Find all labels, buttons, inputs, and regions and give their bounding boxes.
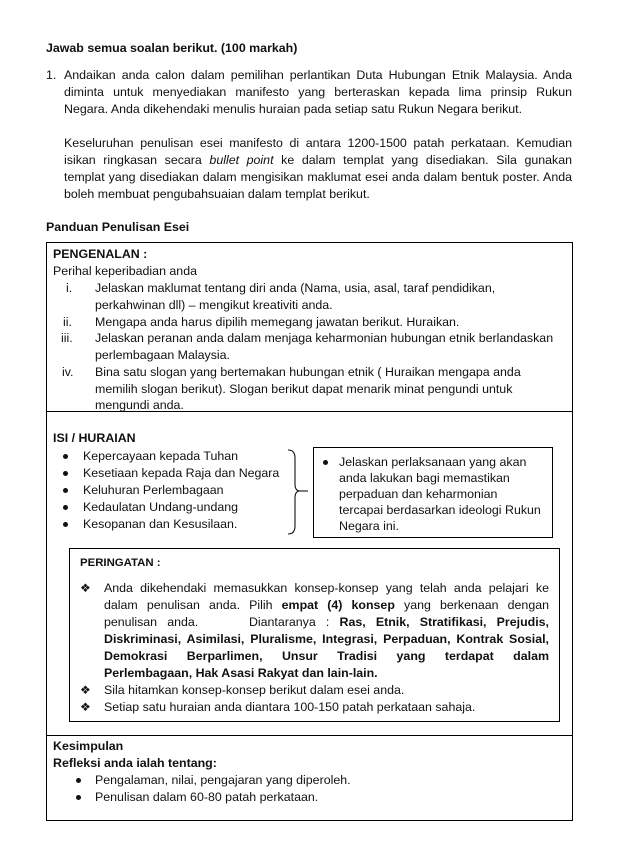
conclusion-heading: Kesimpulan bbox=[53, 739, 124, 753]
principle-item: Kedaulatan Undang-undang bbox=[83, 500, 239, 514]
warning-p1-line1: Anda dikehendaki memasukkan konsep-konsep yang telah anda pelajari ke bbox=[104, 581, 549, 595]
conclusion-item: Pengalaman, nilai, pengajaran yang diperoleh. bbox=[95, 773, 351, 787]
conclusion-subheading: Refleksi anda ialah tentang: bbox=[53, 756, 217, 770]
bullet-icon bbox=[323, 460, 328, 465]
intro-item-line: Mengapa anda harus dipilih memegang jawatan berikut. Huraikan. bbox=[95, 315, 460, 329]
note-line: Negara ini. bbox=[339, 519, 399, 533]
bullet-icon bbox=[63, 454, 68, 459]
principle-item: Keluhuran Perlembagaan bbox=[83, 483, 224, 497]
warning-p1-line6: Perlembagaan, Hak Asasi Rakyat dan lain-lain. bbox=[104, 666, 378, 680]
note-line: perpaduan dan keharmonian bbox=[339, 487, 498, 501]
intro-item-line: Bina satu slogan yang bertemakan hubungan etnik ( Huraikan mengapa anda bbox=[95, 365, 521, 379]
intro-item-num: ii. bbox=[63, 315, 72, 329]
bullet-icon bbox=[63, 471, 68, 476]
body-heading: ISI / HURAIAN bbox=[53, 431, 136, 445]
intro-item-line: perlembagaan Malaysia. bbox=[95, 348, 230, 362]
diamond-bullet-icon: ❖ bbox=[80, 581, 91, 595]
intro-item-line: Jelaskan maklumat tentang diri anda (Nama, usia, asal, taraf pendidikan, bbox=[95, 281, 496, 295]
instruction-heading: Jawab semua soalan berikut. (100 markah) bbox=[46, 41, 298, 55]
warning-p2: Sila hitamkan konsep-konsep berikut dalam esei anda. bbox=[104, 683, 405, 697]
question-para2-line4: boleh membuat pengubahsuaian dalam templat berikut. bbox=[64, 187, 370, 201]
intro-item-num: iii. bbox=[61, 331, 73, 345]
warning-heading: PERINGATAN : bbox=[80, 557, 161, 569]
warning-p1-line4: Diskriminasi, Asimilasi, Pluralisme, Integrasi, Perpaduan, Kontrak Sosial, bbox=[104, 632, 549, 646]
note-line: Jelaskan perlaksanaan yang akan bbox=[339, 455, 527, 469]
intro-item-line: mengundi anda. bbox=[95, 398, 184, 412]
question-para1-line2: diminta untuk menyediakan manifesto yang berteraskan kepada lima prinsip Rukun bbox=[64, 85, 572, 99]
bullet-icon bbox=[63, 488, 68, 493]
bullet-icon bbox=[76, 795, 81, 800]
bullet-icon bbox=[63, 505, 68, 510]
bullet-icon bbox=[63, 522, 68, 527]
bullet-icon bbox=[76, 778, 81, 783]
question-number: 1. bbox=[46, 68, 57, 82]
principle-item: Kepercayaan kepada Tuhan bbox=[83, 449, 239, 463]
intro-item-line: memilih slogan berikut). Slogan berikut dapat menarik minat pengundi untuk bbox=[95, 382, 513, 396]
intro-item-line: Jelaskan peranan anda dalam menjaga keharmonian hubungan etnik berlandaskan bbox=[95, 331, 554, 345]
principle-item: Kesetiaan kepada Raja dan Negara bbox=[83, 466, 280, 480]
warning-p1-line2: dalam penulisan anda. Pilih empat (4) konsep yang berkenaan dengan bbox=[104, 598, 549, 612]
question-para2-line1: Keseluruhan penulisan esei manifesto di antara 1200-1500 patah perkataan. Kemudian bbox=[64, 136, 572, 150]
bracket-icon bbox=[286, 448, 310, 536]
question-para1-line1: Andaikan anda calon dalam pemilihan perlantikan Duta Hubungan Etnik Malaysia. Anda bbox=[64, 68, 572, 82]
question-para2-line2: isikan ringkasan secara bullet point ke dalam templat yang disediakan. Sila gunakan bbox=[64, 153, 573, 167]
question-para1-line3: Negara. Anda dikehendaki menulis huraian pada setiap satu Rukun Negara berikut. bbox=[64, 102, 523, 116]
diamond-bullet-icon: ❖ bbox=[80, 700, 91, 714]
warning-p3: Setiap satu huraian anda diantara 100-150 patah perkataan sahaja. bbox=[104, 700, 476, 714]
warning-p1-line3: penulisan anda. Diantaranya : Ras, Etnik, Stratifikasi, Prejudis, bbox=[104, 615, 549, 629]
guide-title: Panduan Penulisan Esei bbox=[46, 220, 190, 234]
intro-heading: PENGENALAN : bbox=[53, 247, 148, 261]
intro-item-line: perkahwinan dll) – mengikut kreativiti anda. bbox=[95, 298, 333, 312]
warning-p1-line5: Demokrasi Berparlimen, Unsur Tradisi yang terdapat dalam bbox=[104, 649, 549, 663]
divider-body-conclusion bbox=[46, 735, 573, 736]
principle-item: Kesopanan dan Kesusilaan. bbox=[83, 517, 238, 531]
intro-subheading: Perihal keperibadian anda bbox=[53, 264, 197, 278]
diamond-bullet-icon: ❖ bbox=[80, 683, 91, 697]
note-line: anda lakukan bagi memastikan bbox=[339, 471, 510, 485]
intro-item-num: iv. bbox=[62, 365, 74, 379]
note-line: tercapai berdasarkan ideologi Rukun bbox=[339, 503, 541, 517]
intro-item-num: i. bbox=[66, 281, 73, 295]
question-para2-line3: templat yang disediakan dalam mengisikan maklumat esei anda dalam bentuk poster. Anda bbox=[64, 170, 572, 184]
conclusion-item: Penulisan dalam 60-80 patah perkataan. bbox=[95, 790, 319, 804]
